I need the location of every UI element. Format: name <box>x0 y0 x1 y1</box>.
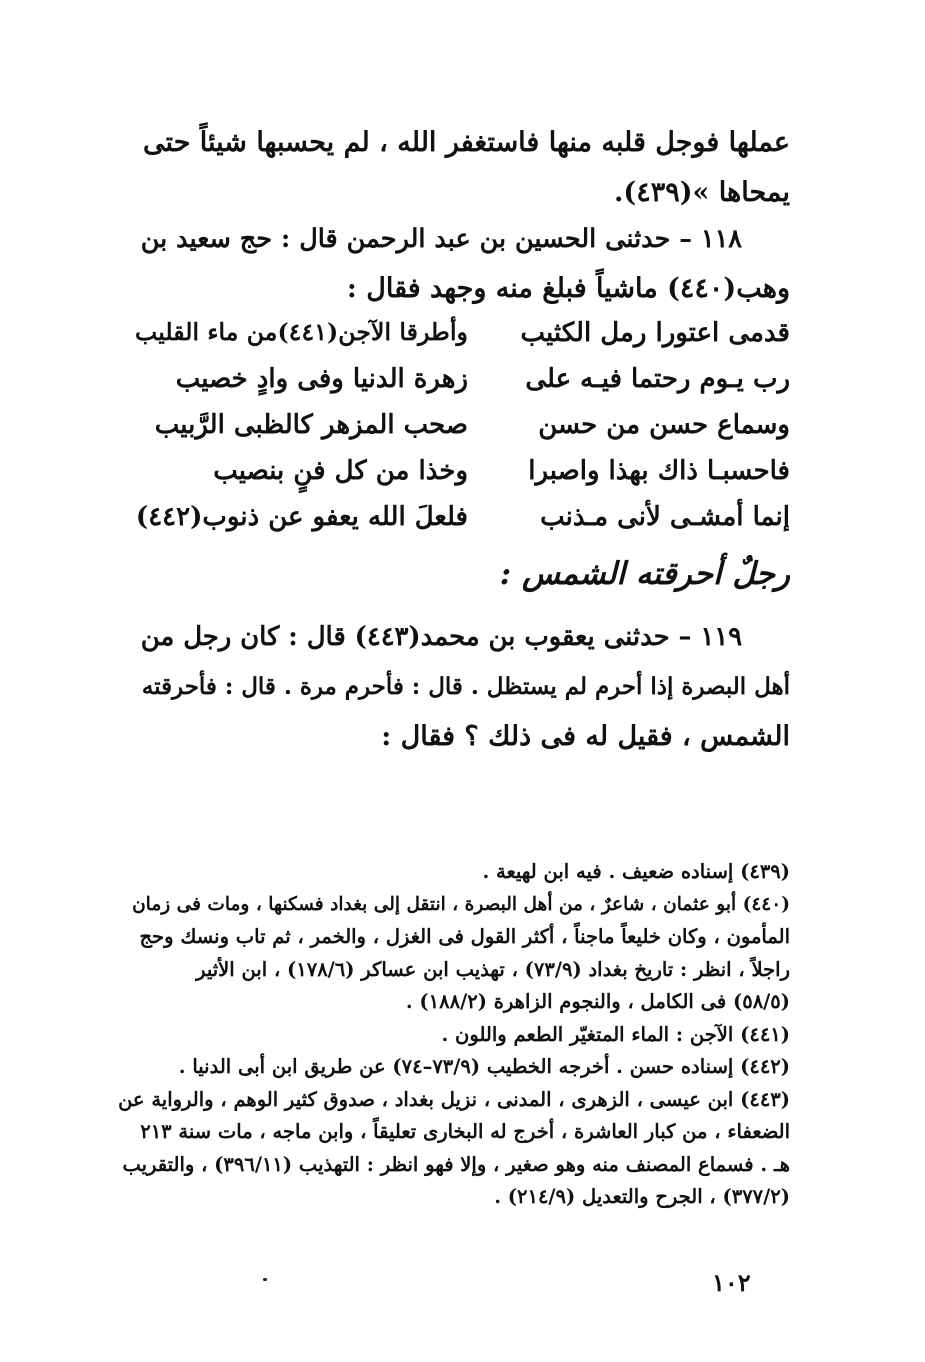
verse-second-hemistich: زهرة الدنيا وفى وادٍ خصيب <box>175 364 468 394</box>
footnote-line: (٣٧٧/٢) ، الجرح والتعديل (٢١٤/٩) . <box>494 1185 790 1208</box>
text-line: الشمس ، فقيل له فى ذلك ؟ فقال : <box>381 721 790 752</box>
text-line: يمحاها »(٤٣٩). <box>614 177 790 208</box>
ink-dot <box>263 1278 267 1281</box>
poem-verse <box>128 364 790 410</box>
footnote-line: راجلاً ، انظر : تاريخ بغداد (٧٣/٩) ، تهذيب ابن عساكر (١٧٨/٦) ، ابن الأثير <box>196 957 790 981</box>
text-line: ١١٩ – حدثنى يعقوب بن محمد(٤٤٣) قال : كان رجل من <box>140 622 742 652</box>
poem-verse <box>128 318 790 364</box>
poem-verse <box>128 410 790 456</box>
section-heading: رجلٌ أحرقته الشمس : <box>499 556 790 592</box>
paragraph-118 <box>128 214 790 314</box>
paragraph-continuation <box>128 118 790 218</box>
footnote-line: المأمون ، وكان خليعاً ماجناً ، أكثر القول فى الغزل ، والخمر ، ثم تاب ونسك وحج <box>139 925 790 948</box>
verse-second-hemistich: وأطرقا الآجن(٤٤١)من ماء القليب <box>134 318 468 346</box>
text-line: ١١٨ – حدثنى الحسين بن عبد الرحمن قال : حج سعيد بن <box>140 224 742 254</box>
text-line: عملها فوجل قلبه منها فاستغفر الله ، لم يحسبها شيئاً حتى <box>143 127 790 158</box>
footnote-line: (٥٨/٥) فى الكامل ، والنجوم الزاهرة (١٨٨/٢) . <box>405 990 790 1013</box>
text-line: وهب(٤٤٠) ماشياً فبلغ منه وجهد فقال : <box>346 273 790 304</box>
poem-verse <box>128 502 790 548</box>
footnote-line: (٤٤١) الآجن : الماء المتغيّر الطعم واللون . <box>441 1022 790 1046</box>
verse-first-hemistich: وسماع حسن من حسن <box>538 410 790 440</box>
footnote-line: هـ . فسماع المصنف منه وهو صغير ، وإلا فهو انظر : التهذيب (٣٩٦/١١) ، والتقريب <box>122 1152 790 1176</box>
footnote-line: (٤٣٩) إسناده ضعيف . فيه ابن لهيعة . <box>482 860 790 883</box>
verse-first-hemistich: إنما أمشـى لأنى مـذنب <box>540 502 790 532</box>
footnote-line: الضعفاء ، من كبار العاشرة ، أخرج له البخارى تعليقاً ، وابن ماجه ، مات سنة ٢١٣ <box>140 1120 790 1143</box>
verse-first-hemistich: فاحسبـا ذاك بهذا واصبرا <box>528 456 790 486</box>
verse-first-hemistich: قدمى اعتورا رمل الكثيب <box>520 318 790 348</box>
verse-second-hemistich: صحب المزهر كالظبى الرَّبيب <box>154 410 468 440</box>
verse-first-hemistich: رب يـوم رحتما فيـه على <box>525 364 790 394</box>
poem-verse <box>128 456 790 502</box>
paragraph-119 <box>128 612 790 762</box>
text-line: أهل البصرة إذا أحرم لم يستظل . قال : فأحرم مرة . قال : فأحرقته <box>141 673 790 700</box>
footnote-line: (٤٤٢) إسناده حسن . أخرجه الخطيب (٧٣/٩–٧٤) عن طريق ابن أبى الدنيا . <box>178 1055 790 1078</box>
footnotes <box>118 856 790 1214</box>
verse-second-hemistich: فلعلَ الله يعفو عن ذنوب(٤٤٢) <box>135 502 468 532</box>
verse-second-hemistich: وخذا من كل فنٍ بنصيب <box>213 456 468 486</box>
footnote-line: (٤٤٠) أبو عثمان ، شاعرٌ ، من أهل البصرة ، انتقل إلى بغداد فسكنها ، ومات فى زمان <box>132 893 790 915</box>
page-number: ١٠٢ <box>712 1268 751 1297</box>
footnote-line: (٤٤٣) ابن عيسى ، الزهرى ، المدنى ، نزيل بغداد ، صدوق كثير الوهم ، والرواية عن <box>118 1087 790 1111</box>
